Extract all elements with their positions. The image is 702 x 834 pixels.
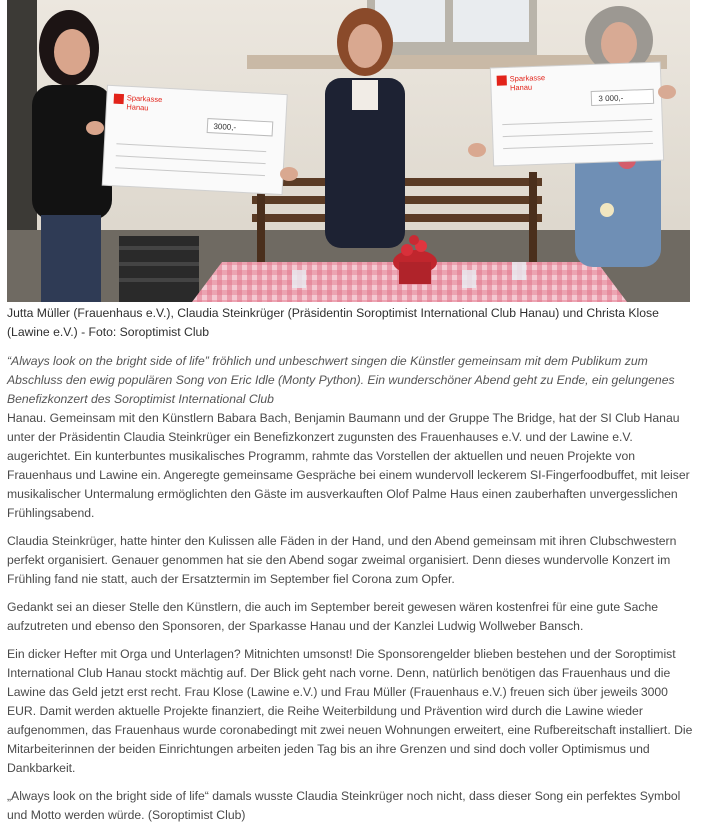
photo-caption: Jutta Müller (Frauenhaus e.V.), Claudia Steinkrüger (Präsidentin Soroptimist International Club Hanau) und Christa Klose (Lawine e.V.) - Foto: Soroptimist Club: [7, 306, 659, 339]
article-paragraph: Claudia Steinkrüger, hatte hinter den Kulissen alle Fäden in der Hand, und den Abend gemeinsam mit ihren Clubschwestern perfekt organisiert. Genauer genommen hat sie den Abend sogar zweimal organisiert. Denn dieses wundervolle Konzert im Frühling fand nie statt, auch der Ersatztermin im September fiel Corona zum Opfer.: [7, 534, 677, 586]
cheque-right-amount: 3 000,-: [598, 93, 624, 104]
article-photo: [7, 0, 690, 302]
article-body: [7, 352, 697, 834]
article-paragraph: Ein dicker Hefter mit Orga und Unterlagen? Mitnichten umsonst! Die Sponsorengelder blieben bestehen und der Soroptimist International Club Hanau stockt mächtig auf. Der Blick geht nach vorne. Denn, natürlich benötigen das Frauenhaus und die Lawine das Geld jetzt erst recht. Frau Klose (Lawine e.V.) und Frau Müller (Frauenhaus e.V.) freuen sich über jeweils 3000 EUR. Damit werden aktuelle Projekte finanziert, die Reihe Weiterbildung und Prävention wird durch die Lawine wieder aufgenommen, das Frauenhaus wurde coronabedingt mit zwei neuen Wohnungen erweitert, eine Rufbereitschaft installiert. Die Mitarbeiterinnen der beiden Einrichtungen arbeiten jeden Tag bis an ihre Grenzen und sind doch voller Optimismus und Dankbarkeit.: [7, 647, 693, 775]
cheque-left-amount: 3000,-: [213, 121, 237, 133]
cheque-right-bank-line2: Hanau: [509, 82, 533, 93]
cheque-right-bank-line1: Sparkasse: [509, 73, 546, 84]
cheque-left-bank-line2: Hanau: [126, 102, 149, 113]
article-paragraph: Hanau. Gemeinsam mit den Künstlern Babara Bach, Benjamin Baumann und der Gruppe The Bridge, hat der SI Club Hanau unter der Präsidentin Claudia Steinkrüger ein Benefizkonzert zugunsten des Frauenhauses e.V. und der Lawine e.V. augerichtet. Ein kunterbuntes musikalisches Programm, rahmte das Vorstellen der aktuellen und neuen Projekte von Frauenhaus und Lawine ein. Angeregte gemeinsame Gespräche bei einem wundervoll leckerem SI-Fingerfoodbuffet, mit leiser musikalischer Untermalung ermöglichten den Gäste im ausverkauften Olof Palme Haus einen zauberhaften unvergesslichen Frühlingsabend.: [7, 411, 690, 520]
article-paragraph: „Always look on the bright side of life“ damals wusste Claudia Steinkrüger noch nicht, dass dieser Song ein perfektes Symbol und Motto werden würde. (Soroptimist Club): [7, 789, 681, 822]
article-lead: “Always look on the bright side of life” fröhlich und unbeschwert singen die Künstler gemeinsam mit dem Publikum zum Abschluss den ewig populären Song von Eric Idle (Monty Python). Ein wunderschöner Abend geht zu Ende, ein gelungenes Benefizkonzert des Soroptimist International Club: [7, 354, 675, 406]
article-paragraph: Gedankt sei an dieser Stelle den Künstlern, die auch im September bereit gewesen wären kostenfrei für eine gute Sache aufzutreten und ebenso den Sponsoren, der Sparkasse Hanau und der Kanzlei Ludwig Wollweber Bansch.: [7, 600, 659, 633]
cheque-left-bank-line1: Sparkasse: [126, 93, 163, 105]
